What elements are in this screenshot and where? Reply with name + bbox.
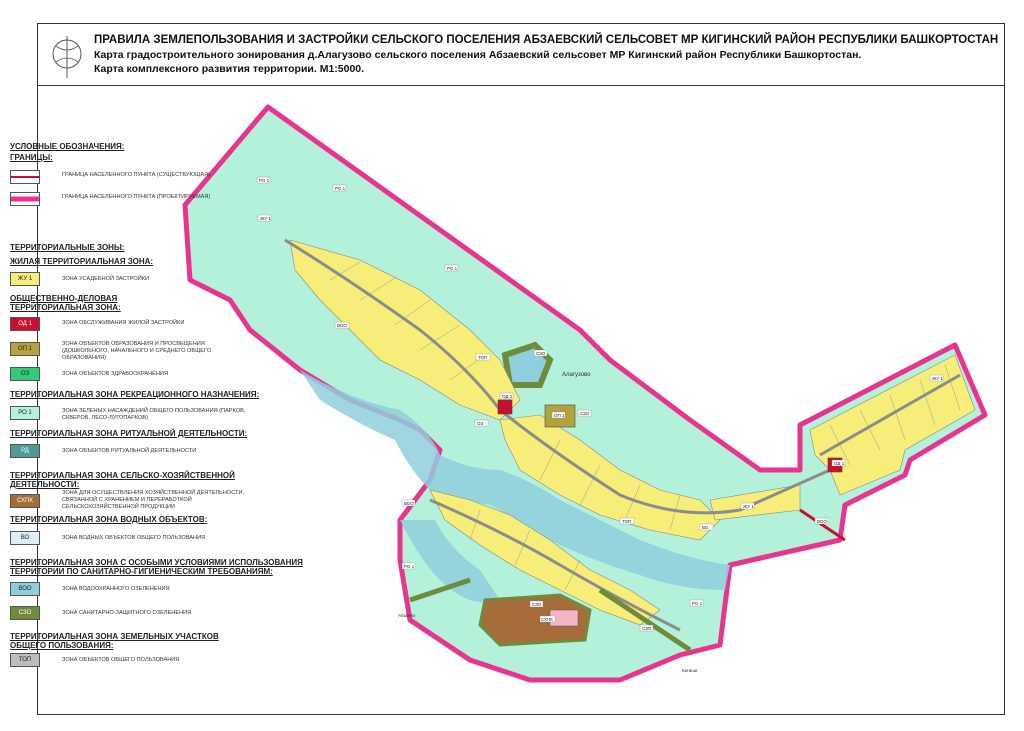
legend-land-heading-1: ТЕРРИТОРИАЛЬНАЯ ЗОНА ЗЕМЕЛЬНЫХ УЧАСТКОВ xyxy=(10,632,219,641)
legend-public-heading-1: ОБЩЕСТВЕННО-ДЕЛОВАЯ xyxy=(10,294,118,303)
legend-land-heading-2: ОБЩЕГО ПОЛЬЗОВАНИЯ: xyxy=(10,641,114,650)
swatch-border-projected xyxy=(10,192,40,206)
svg-text:ОП 1: ОП 1 xyxy=(554,413,565,418)
swatch-od1: ОД 1 xyxy=(10,317,40,331)
legend-skh-desc: ЗОНА ДЛЯ ОСУЩЕСТВЛЕНИЯ ХОЗЯЙСТВЕННОЙ ДЕЯТЕЛЬНОСТИ, СВЯЗАННОЙ С ХРАНЕНИЕМ И ПЕРЕРАБОТКОЙ СЕЛЬСКОХОЗЯЙСТВЕННОЙ ПРОДУКЦИИ xyxy=(62,490,245,510)
svg-text:ЖУ 1: ЖУ 1 xyxy=(260,216,271,221)
legend-recreation-heading: ТЕРРИТОРИАЛЬНАЯ ЗОНА РЕКРЕАЦИОННОГО НАЗНАЧЕНИЯ: xyxy=(10,390,260,399)
legend-od1-desc: ЗОНА ОБСЛУЖИВАНИЯ ЖИЛОЙ ЗАСТРОЙКИ xyxy=(62,320,185,326)
legend-vo-desc: ЗОНА ВОДНЫХ ОБЪЕКТОВ ОБЩЕГО ПОЛЬЗОВАНИЯ xyxy=(62,535,206,541)
legend-border-existing: ГРАНИЦА НАСЕЛЕННОГО ПУНКТА (СУЩЕСТВУЮЩАЯ) xyxy=(62,172,211,178)
swatch-vo: ВО xyxy=(10,531,40,545)
legend-ritual-heading: ТЕРРИТОРИАЛЬНАЯ ЗОНА РИТУАЛЬНОЙ ДЕЯТЕЛЬНОСТИ: xyxy=(10,429,248,438)
svg-text:РО 1: РО 1 xyxy=(692,601,703,606)
svg-text:ЖУ 1: ЖУ 1 xyxy=(743,504,754,509)
title-line-1: ПРАВИЛА ЗЕМЛЕПОЛЬЗОВАНИЯ И ЗАСТРОЙКИ СЕЛЬСКОГО ПОСЕЛЕНИЯ АБЗАЕВСКИЙ СЕЛЬСОВЕТ МР КИГИНСКИЙ РАЙОН РЕСПУБЛИКИ БАШКОРТОСТАН xyxy=(94,34,999,46)
svg-text:ТОП: ТОП xyxy=(478,355,488,360)
swatch-ro1: РО 1 xyxy=(10,406,40,420)
legend-voo-desc: ЗОНА ВОДООХРАННОГО ОЗЕЛЕНЕНИЯ xyxy=(62,586,170,592)
svg-text:ВО: ВО xyxy=(702,525,709,530)
svg-text:ОД 1: ОД 1 xyxy=(834,461,845,466)
legend-rd-desc: ЗОНА ОБЪЕКТОВ РИТУАЛЬНОЙ ДЕЯТЕЛЬНОСТИ xyxy=(62,448,197,454)
svg-text:СХПК: СХПК xyxy=(541,617,553,622)
svg-text:ТОП: ТОП xyxy=(622,519,632,524)
title-line-3: Карта комплексного развития территории. М1:5000. xyxy=(94,63,365,75)
legend-agricultural-heading-2: ДЕЯТЕЛЬНОСТИ: xyxy=(10,480,80,489)
swatch-zh1: ЖУ 1 xyxy=(10,272,40,286)
legend-public-heading-2: ТЕРРИТОРИАЛЬНАЯ ЗОНА: xyxy=(10,303,121,312)
svg-text:РО 1: РО 1 xyxy=(404,564,415,569)
svg-text:ОД 1: ОД 1 xyxy=(502,394,513,399)
village-name-label: Алагузово xyxy=(562,372,591,378)
swatch-border-existing xyxy=(10,170,40,184)
swatch-oz: ОЗ xyxy=(10,367,40,381)
svg-text:ВОО: ВОО xyxy=(817,519,827,524)
swatch-top: ТОП xyxy=(10,653,40,667)
legend-sanitary-heading-1: ТЕРРИТОРИАЛЬНАЯ ЗОНА С ОСОБЫМИ УСЛОВИЯМИ ИСПОЛЬЗОВАНИЯ xyxy=(10,558,303,567)
svg-text:СЗО: СЗО xyxy=(580,411,590,416)
legend-zh1-desc: ЗОНА УСАДЕБНОЙ ЗАСТРОЙКИ xyxy=(62,276,150,282)
swatch-rd: РД xyxy=(10,444,40,458)
svg-text:СЗО: СЗО xyxy=(642,626,652,631)
title-line-2: Карта градостроительного зонирования д.Алагузово сельского поселения Абзаевский сельсовет МР Кигинский район Республики Башкортостан. xyxy=(94,49,862,61)
swatch-szo: СЗО xyxy=(10,606,40,620)
legend-op1-desc: ЗОНА ОБЪЕКТОВ ОБРАЗОВАНИЯ И ПРОСВЕЩЕНИЯ (ДОШКОЛЬНОГО, НАЧАЛЬНОГО И СРЕДНЕГО ОБЩЕГО ОБРАЗОВАНИЯ) xyxy=(62,341,212,361)
legend-oz-desc: ЗОНА ОБЪЕКТОВ ЗДРАВООХРАНЕНИЯ xyxy=(62,371,168,377)
legend-top-desc: ЗОНА ОБЪЕКТОВ ОБЩЕГО ПОЛЬЗОВАНИЯ xyxy=(62,657,180,663)
svg-text:РО 1: РО 1 xyxy=(335,186,346,191)
svg-text:РО 1: РО 1 xyxy=(447,266,458,271)
svg-text:СЗО: СЗО xyxy=(532,602,542,607)
legend-water-heading: ТЕРРИТОРИАЛЬНАЯ ЗОНА ВОДНЫХ ОБЪЕКТОВ: xyxy=(10,515,208,524)
svg-text:СЗО: СЗО xyxy=(536,351,546,356)
svg-text:ВОО: ВОО xyxy=(404,501,414,506)
legend-title: УСЛОВНЫЕ ОБОЗНАЧЕНИЯ: xyxy=(10,142,125,151)
svg-text:ЖУ 1: ЖУ 1 xyxy=(932,376,943,381)
road-label-left: Абзаево xyxy=(398,613,416,618)
svg-text:ОЗ: ОЗ xyxy=(477,421,484,426)
svg-text:РО 1: РО 1 xyxy=(259,178,270,183)
svg-text:ВОО: ВОО xyxy=(337,323,347,328)
legend-borders-heading: ГРАНИЦЫ: xyxy=(10,153,53,162)
swatch-voo: ВОО xyxy=(10,582,40,596)
swatch-op1: ОП 1 xyxy=(10,342,40,356)
swatch-skh: СХПК xyxy=(10,494,40,508)
legend-agricultural-heading-1: ТЕРРИТОРИАЛЬНАЯ ЗОНА СЕЛЬСКО-ХОЗЯЙСТВЕННОЙ xyxy=(10,471,235,480)
legend-residential-heading: ЖИЛАЯ ТЕРРИТОРИАЛЬНАЯ ЗОНА: xyxy=(10,257,154,266)
legend-sanitary-heading-2: ТЕРРИТОРИИ ПО САНИТАРНО-ГИГИЕНИЧЕСКИМ ТРЕБОВАНИЯМ: xyxy=(10,567,273,576)
legend-zones-heading: ТЕРРИТОРИАЛЬНЫЕ ЗОНЫ: xyxy=(10,243,125,252)
legend-szo-desc: ЗОНА САНИТАРНО-ЗАЩИТНОГО ОЗЕЛЕНЕНИЯ xyxy=(62,610,192,616)
legend-border-projected: ГРАНИЦА НАСЕЛЕННОГО ПУНКТА (ПРОЕКТИРУЕМАЯ) xyxy=(62,194,211,200)
public-zone-od1 xyxy=(498,400,512,414)
legend-ro1-desc: ЗОНА ЗЕЛЕНЫХ НАСАЖДЕНИЙ ОБЩЕГО ПОЛЬЗОВАНИЯ (ПАРКОВ, СКВЕРОВ, ЛЕСО-ЛУГОПАРКОВ) xyxy=(62,408,246,421)
road-label-bottom: Кигиши xyxy=(682,668,698,673)
